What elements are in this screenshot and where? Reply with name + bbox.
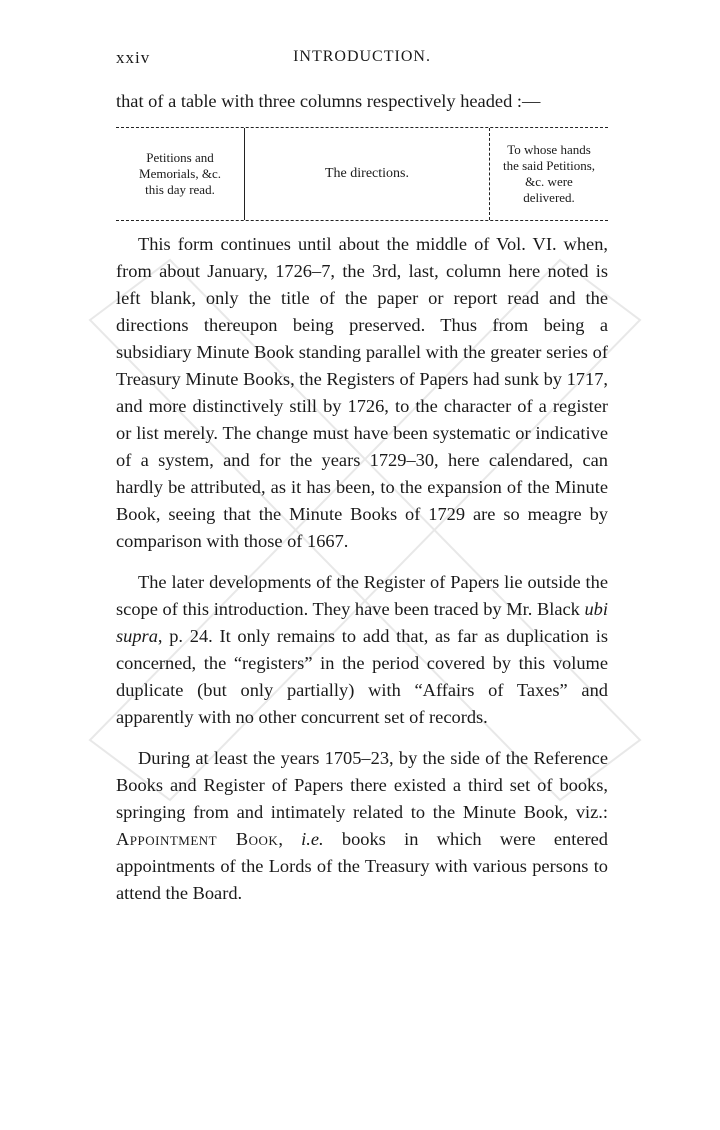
- table-col-petitions: Petitions and Memorials, &c. this day read.: [116, 128, 245, 220]
- italic-ubi-supra: ubi supra: [116, 599, 608, 646]
- page-number: xxiv: [116, 48, 151, 67]
- paragraph-2: The later developments of the Register of Papers lie outside the scope of this introduction. They have been traced by Mr. Black ubi supra, p. 24. It only remains to add that, as far as duplication is concerned, the “registers” in the period covered by this volume duplicate (but only partially) with “Affairs of Taxes” and apparently with no other concurrent set of records.: [116, 572, 608, 727]
- appointment-book-term: Appointment Book: [116, 829, 279, 849]
- opening-text: that of a table with three columns respectively headed :—: [116, 91, 541, 111]
- page: [116, 48, 608, 907]
- column-headings-table: [116, 127, 608, 221]
- running-head: [116, 48, 608, 74]
- running-title: INTRODUCTION.: [293, 48, 431, 65]
- paragraph-1: This form continues until about the middle of Vol. VI. when, from about January, 1726–7, the 3rd, last, column here noted is left blank, only the title of the paper or report read and the directions thereupon being preserved. Thus from being a subsidiary Minute Book standing parallel with the greater series of Treasury Minute Books, the Registers of Papers had sunk by 1717, and more distinctively still by 1726, to the character of a register or list merely. The change must have been systematic or indicative of a system, and for the years 1729–30, here calendared, can hardly be attributed, as it has been, to the expansion of the Minute Book, seeing that the Minute Books of 1729 are so meagre by comparison with those of 1667.: [116, 234, 608, 551]
- table-col-directions: The directions.: [245, 128, 490, 220]
- table-col-delivered: To whose hands the said Petitions, &c. were delivered.: [502, 142, 596, 205]
- paragraph-3: During at least the years 1705–23, by the side of the Reference Books and Register of Papers there existed a third set of books, springing from and intimately related to the Minute Book, viz.: Appointment Book, i.e. books in which were entered appointments of the Lords of the Treasury with various persons to attend the Board.: [116, 748, 608, 903]
